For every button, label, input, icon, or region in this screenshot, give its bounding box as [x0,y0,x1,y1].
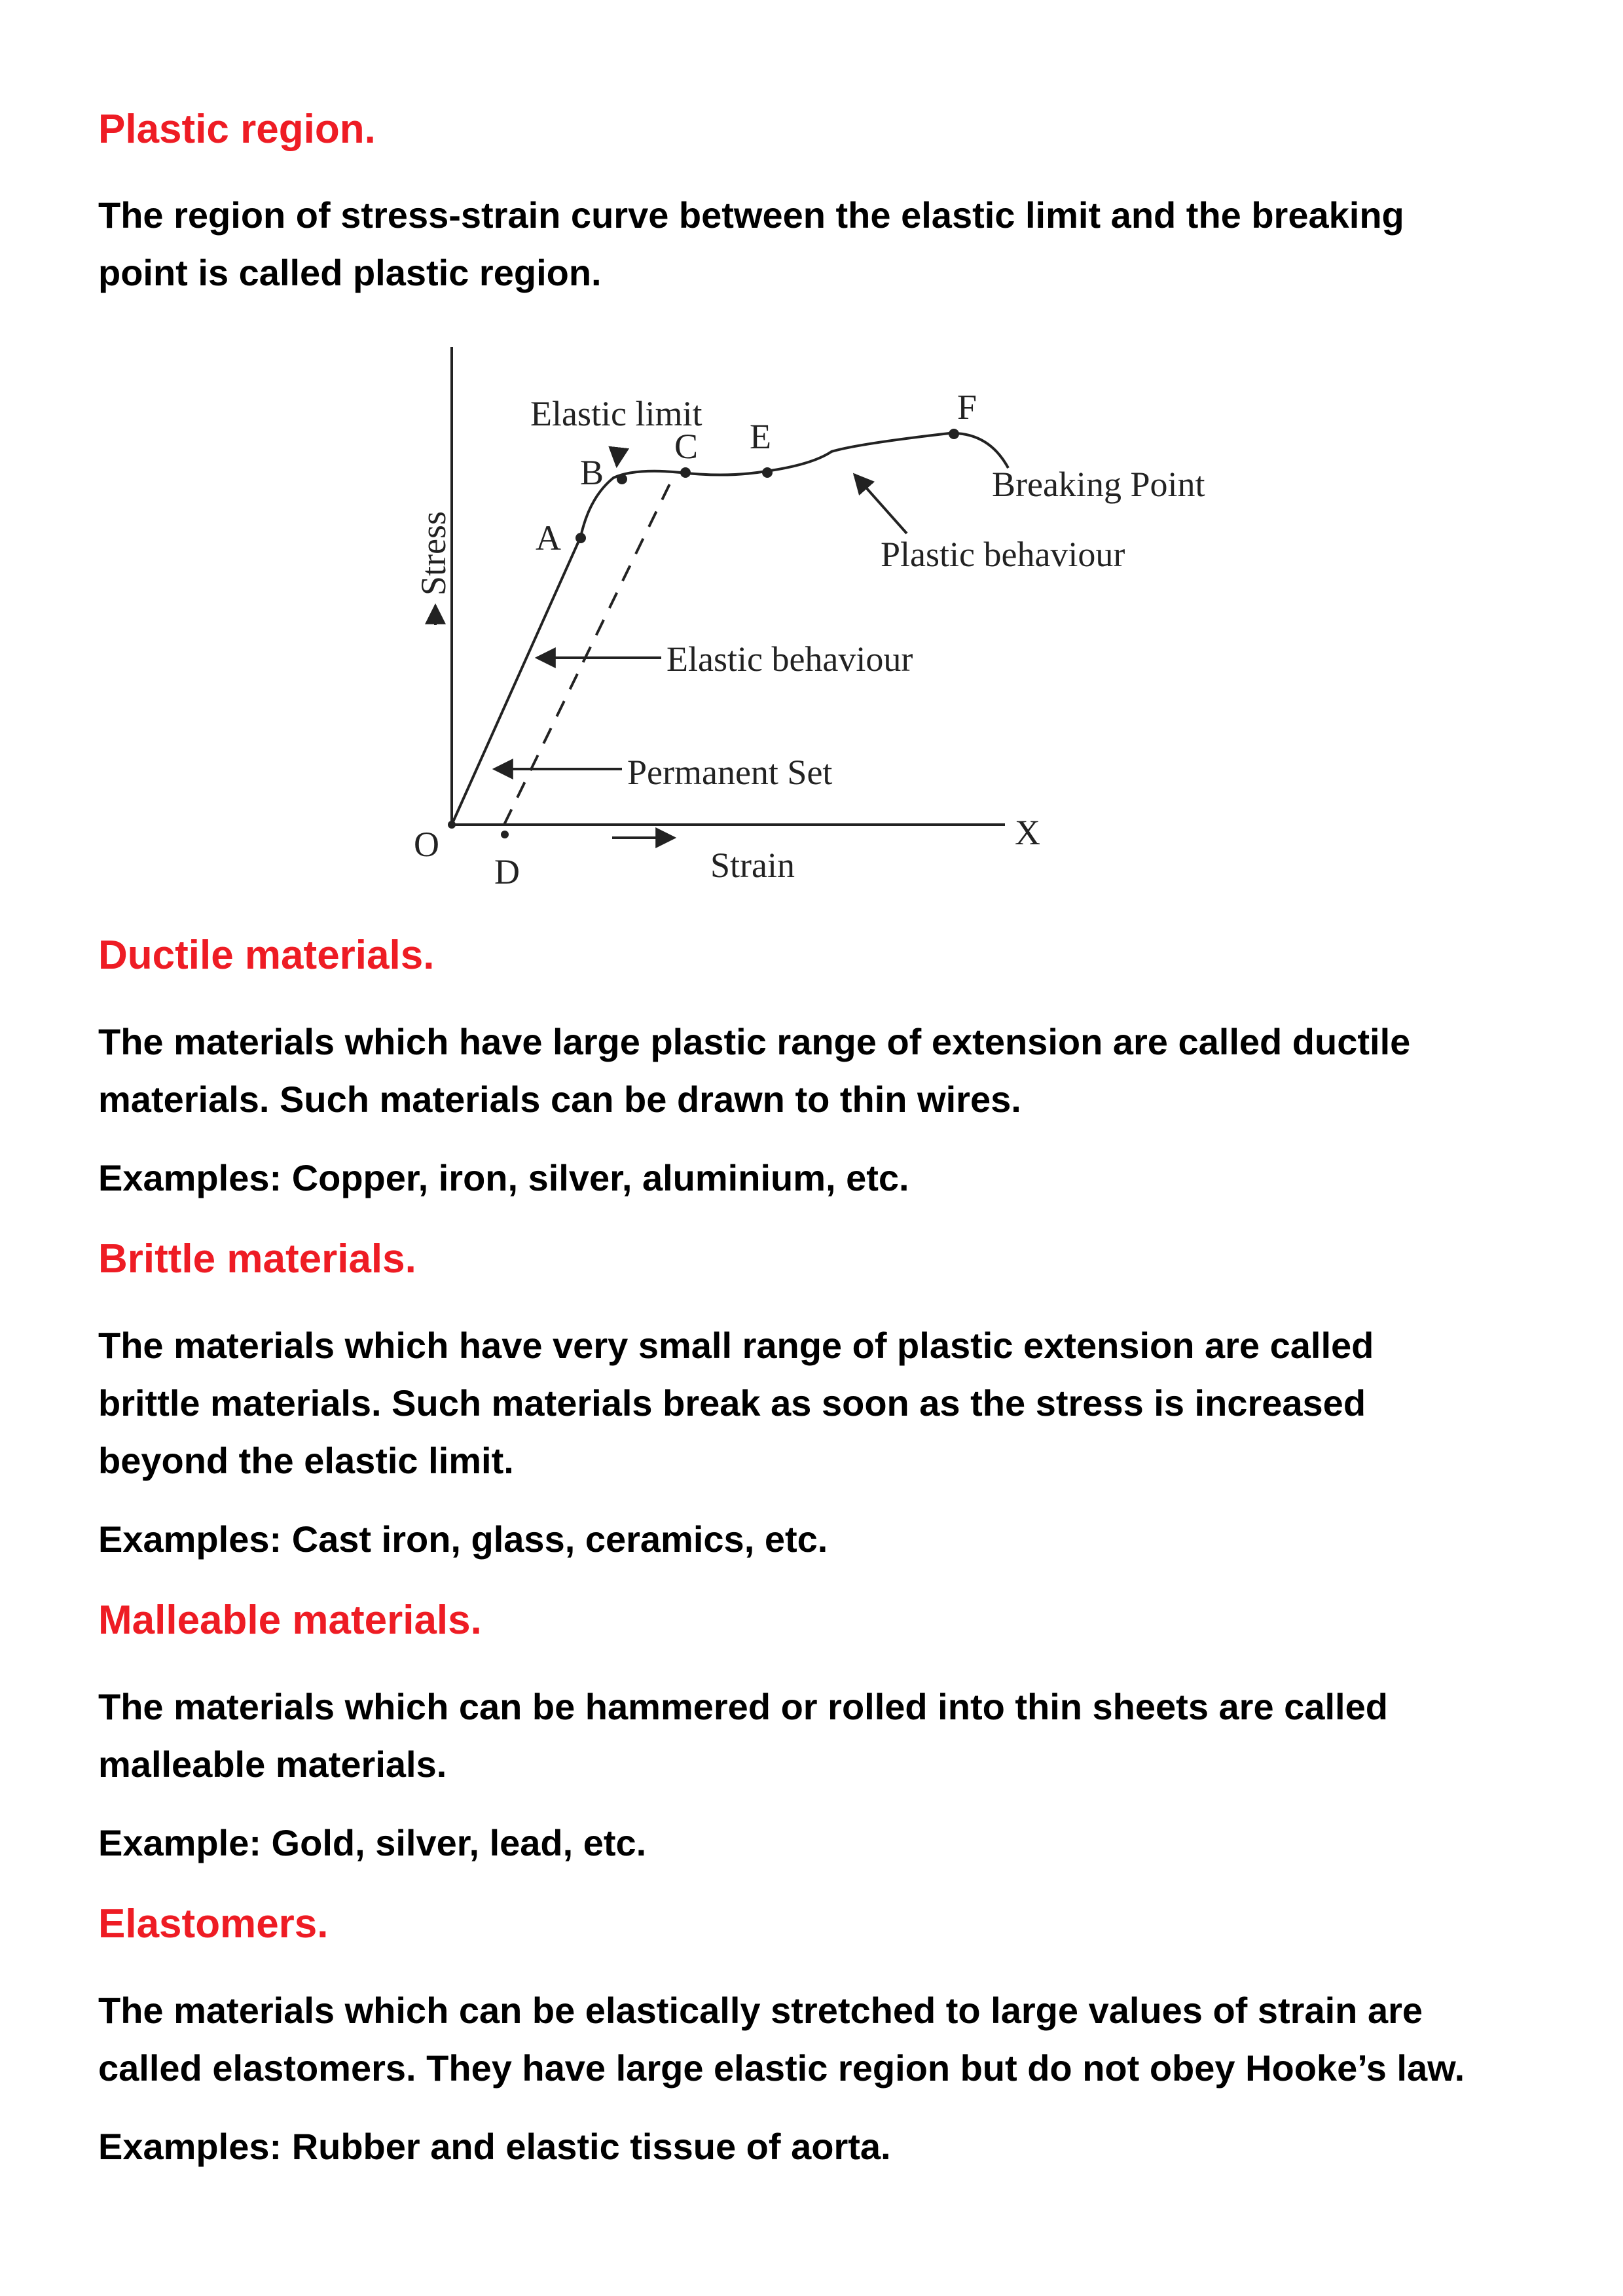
point-e-dot [762,467,773,478]
elastomers-text-line-1: The materials which can be elastically stretched to large values of strain are [98,1990,1423,2031]
plastic-region-text-line-2: point is called plastic region. [98,252,602,293]
malleable-examples: Example: Gold, silver, lead, etc. [98,1822,647,1863]
point-b-label: B [580,453,604,492]
malleable-text-line-2: malleable materials. [98,1744,447,1785]
elastic-limit-label: Elastic limit [530,394,702,433]
point-b-dot [617,474,627,484]
point-x-label: X [1015,813,1040,852]
elastic-limit-arrow [617,448,619,466]
point-c-label: C [674,427,699,466]
ductile-text-line-1: The materials which have large plastic range of extension are called ductile [98,1021,1411,1062]
malleable-text-line-1: The materials which can be hammered or rolled into thin sheets are called [98,1686,1388,1727]
point-e-label: E [750,417,771,456]
brittle-text-line-1: The materials which have very small range of plastic extension are called [98,1325,1374,1366]
plastic-behaviour-arrow [854,475,907,533]
brittle-examples: Examples: Cast iron, glass, ceramics, etc. [98,1518,828,1560]
brittle-text-line-3: beyond the elastic limit. [98,1440,514,1481]
heading-brittle-materials: Brittle materials. [98,1236,416,1282]
ductile-examples: Examples: Copper, iron, silver, aluminium, etc. [98,1157,909,1198]
heading-elastomers: Elastomers. [98,1901,329,1946]
plastic-region-text-line-1: The region of stress-strain curve between the elastic limit and the breaking [98,194,1404,236]
point-d-label: D [494,852,520,891]
point-a-dot [575,533,586,543]
heading-malleable-materials: Malleable materials. [98,1598,482,1643]
stress-strain-figure [360,327,1342,916]
elastomers-text-line-2: called elastomers. They have large elastic region but do not obey Hooke’s law. [98,2047,1465,2089]
plastic-behaviour-label: Plastic behaviour [881,535,1125,574]
stress-strain-diagram [360,327,1342,916]
ductile-text-line-2: materials. Such materials can be drawn to thin wires. [98,1079,1021,1120]
breaking-point-label: Breaking Point [992,465,1205,504]
point-o-dot [448,821,456,829]
elastic-behaviour-label: Elastic behaviour [666,639,913,679]
point-a-label: A [536,518,561,558]
heading-ductile-materials: Ductile materials. [98,933,435,978]
point-c-dot [680,467,691,478]
elastomers-examples: Examples: Rubber and elastic tissue of aorta. [98,2126,891,2167]
heading-plastic-region: Plastic region. [98,107,376,152]
point-f-dot [949,429,959,439]
stress-axis-label: Stress [414,511,453,596]
brittle-text-line-2: brittle materials. Such materials break as soon as the stress is increased [98,1382,1366,1424]
point-f-label: F [957,387,977,427]
strain-axis-label: Strain [710,846,795,885]
permanent-set-label: Permanent Set [627,753,833,792]
point-o-label: O [414,825,439,864]
point-d-dot [501,831,509,838]
